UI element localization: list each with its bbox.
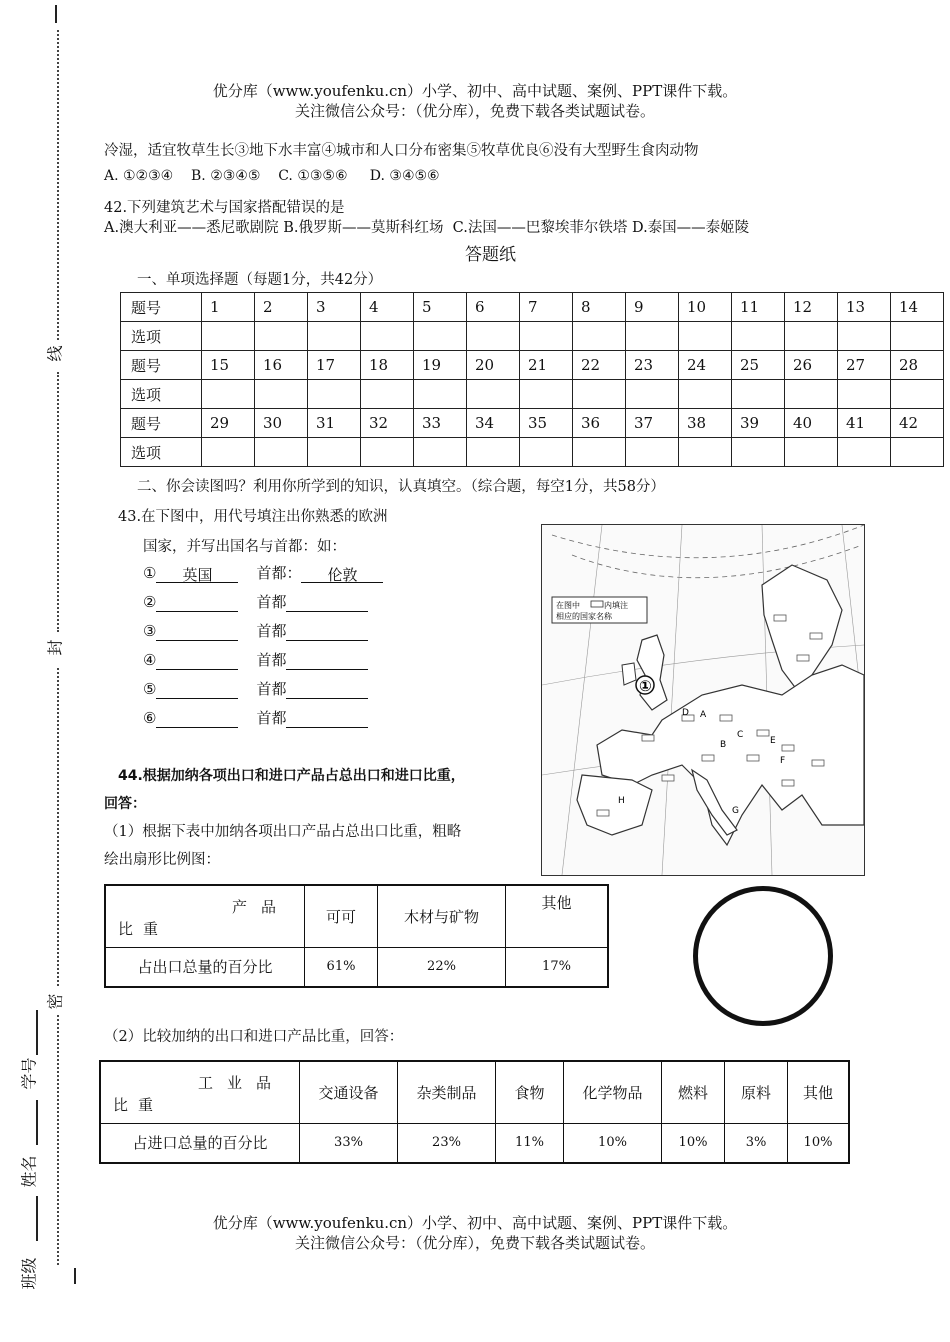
answer-cell[interactable] — [891, 322, 944, 351]
part2-title: 二、你会读图吗？利用你所学到的知识，认真填空。（综合题，每空1分，共58分） — [137, 479, 665, 495]
country-blank[interactable] — [156, 651, 238, 670]
question-number: 40 — [785, 409, 838, 438]
import-value: 11% — [496, 1123, 564, 1163]
q43-stem-1: 43.在下图中，用代号填注出你熟悉的欧洲 — [118, 509, 388, 525]
capital-label: 首都 — [256, 622, 287, 640]
export-col-header: 其他 — [506, 885, 609, 947]
question-number: 39 — [732, 409, 785, 438]
export-col-header: 木材与矿物 — [378, 885, 506, 947]
capital-blank[interactable]: 伦敦 — [301, 564, 383, 583]
q43-fill-row — [143, 707, 383, 736]
binding-dotted-line — [57, 668, 59, 986]
map-letter-a: A — [700, 710, 707, 720]
import-col-header: 食物 — [496, 1061, 564, 1123]
q44-stem-1: 44.根据加纳各项出口和进口产品占总出口和进口比重， — [118, 768, 465, 784]
import-col-header: 燃料 — [662, 1061, 725, 1123]
map-note-3: 相应的国家名称 — [556, 612, 612, 621]
binding-label-feng: 封 — [45, 639, 65, 656]
export-value: 61% — [305, 947, 378, 987]
import-value: 10% — [662, 1123, 725, 1163]
import-row-label: 占进口总量的百分比 — [100, 1123, 300, 1163]
q43-fill-row — [143, 620, 383, 649]
answer-cell[interactable] — [414, 438, 467, 467]
map-note-1: 在图中 — [556, 601, 580, 610]
map-letter-b: B — [720, 740, 727, 750]
binding-label-mi: 密 — [45, 993, 65, 1010]
answer-cell[interactable] — [732, 438, 785, 467]
part1-title: 一、单项选择题（每题1分，共42分） — [137, 272, 383, 288]
answer-cell[interactable] — [785, 322, 838, 351]
question-number: 18 — [361, 351, 414, 380]
capital-label: 首都： — [256, 564, 302, 582]
q42-stem: 42.下列建筑艺术与国家搭配错误的是 — [104, 200, 345, 216]
import-value: 23% — [398, 1123, 496, 1163]
q43-item-number: ② — [143, 593, 157, 611]
question-number: 20 — [467, 351, 520, 380]
answer-cell[interactable] — [679, 438, 732, 467]
question-number: 1 — [202, 293, 255, 322]
q43-fill-row — [143, 591, 383, 620]
export-table-corner — [105, 885, 305, 947]
import-value: 10% — [564, 1123, 662, 1163]
question-number: 16 — [255, 351, 308, 380]
capital-label: 首都 — [256, 680, 287, 698]
import-col-header: 其他 — [788, 1061, 850, 1123]
capital-blank[interactable] — [286, 709, 368, 728]
answer-cell[interactable] — [679, 380, 732, 409]
import-col-header: 化学物品 — [564, 1061, 662, 1123]
answer-cell[interactable] — [202, 322, 255, 351]
map-letter-e: E — [770, 736, 776, 746]
binding-dotted-line — [57, 30, 59, 340]
answer-cell[interactable] — [520, 438, 573, 467]
europe-map — [541, 524, 865, 876]
q43-item-number: ③ — [143, 622, 157, 640]
map-letter-f: F — [780, 756, 786, 766]
class-label: 班级 — [19, 1257, 39, 1290]
export-col-header: 可可 — [305, 885, 378, 947]
import-col-header: 交通设备 — [300, 1061, 398, 1123]
q44-sub1-line2: 绘出扇形比例图： — [104, 852, 220, 868]
question-number: 4 — [361, 293, 414, 322]
answer-cell[interactable] — [891, 438, 944, 467]
answer-cell[interactable] — [361, 380, 414, 409]
question-number: 22 — [573, 351, 626, 380]
answer-cell[interactable] — [626, 438, 679, 467]
map-letter-g: G — [732, 806, 739, 816]
question-number: 27 — [838, 351, 891, 380]
answer-cell[interactable] — [255, 438, 308, 467]
export-value: 22% — [378, 947, 506, 987]
import-col-header: 原料 — [725, 1061, 788, 1123]
answer-cell[interactable] — [891, 380, 944, 409]
q43-fill-list — [143, 562, 383, 736]
answer-cell[interactable] — [573, 438, 626, 467]
question-number: 26 — [785, 351, 838, 380]
question-number: 31 — [308, 409, 361, 438]
student-id-label: 学号 — [19, 1057, 39, 1090]
map-marker: ① — [639, 677, 652, 695]
name-label: 姓名 — [19, 1155, 39, 1188]
q43-fill-row — [143, 649, 383, 678]
question-number: 38 — [679, 409, 732, 438]
europe-map-svg — [542, 525, 864, 875]
header-line-1: 优分库（www.youfenku.cn）小学、初中、高中试题、案例、PPT课件下载。 — [212, 82, 738, 100]
answer-cell[interactable] — [414, 322, 467, 351]
import-corner-bottom: 比重 — [113, 1095, 164, 1114]
question-number: 25 — [732, 351, 785, 380]
map-letter-d: D — [682, 708, 689, 718]
import-corner-top: 工业品 — [197, 1074, 285, 1092]
question-number: 23 — [626, 351, 679, 380]
answer-row-label-option: 选项 — [121, 380, 202, 409]
answer-cell[interactable] — [785, 438, 838, 467]
answer-cell[interactable] — [785, 380, 838, 409]
answer-cell[interactable] — [626, 322, 679, 351]
import-value: 10% — [788, 1123, 850, 1163]
answer-row-label-option: 选项 — [121, 322, 202, 351]
q43-fill-row — [143, 562, 383, 591]
country-blank[interactable] — [156, 622, 238, 641]
answer-cell[interactable] — [255, 380, 308, 409]
sheet-title: 答题纸 — [465, 245, 516, 265]
question-number: 33 — [414, 409, 467, 438]
map-note-2: 内填注 — [604, 601, 628, 610]
name-line — [36, 1100, 38, 1145]
answer-table — [120, 292, 944, 467]
answer-cell[interactable] — [467, 438, 520, 467]
answer-cell[interactable] — [308, 438, 361, 467]
answer-cell[interactable] — [361, 322, 414, 351]
question-number: 7 — [520, 293, 573, 322]
header-line-2: 关注微信公众号：（优分库），免费下载各类试题试卷。 — [294, 102, 655, 120]
import-value: 33% — [300, 1123, 398, 1163]
answer-cell[interactable] — [838, 380, 891, 409]
q43-item-number: ① — [143, 564, 157, 582]
capital-label: 首都 — [256, 593, 287, 611]
question-number: 29 — [202, 409, 255, 438]
question-number: 11 — [732, 293, 785, 322]
answer-cell[interactable] — [467, 322, 520, 351]
question-number: 21 — [520, 351, 573, 380]
question-number: 28 — [891, 351, 944, 380]
answer-cell[interactable] — [679, 322, 732, 351]
country-blank[interactable] — [156, 593, 238, 612]
binding-dash — [74, 1268, 76, 1284]
q43-fill-row — [143, 678, 383, 707]
q41-options: A. ①②③④ B. ②③④⑤ C. ①③⑤⑥ D. ③④⑤⑥ — [104, 168, 440, 184]
answer-cell[interactable] — [626, 380, 679, 409]
country-blank[interactable]: 英国 — [156, 564, 238, 583]
question-number: 15 — [202, 351, 255, 380]
answer-row-label-question: 题号 — [121, 409, 202, 438]
question-number: 42 — [891, 409, 944, 438]
answer-cell[interactable] — [361, 438, 414, 467]
import-value: 3% — [725, 1123, 788, 1163]
answer-row-label-question: 题号 — [121, 351, 202, 380]
q44-stem-2: 回答： — [104, 796, 146, 812]
q42-options: A.澳大利亚——悉尼歌剧院 B.俄罗斯——莫斯科红场 C.法国——巴黎埃菲尔铁塔 D.泰国——泰姬陵 — [104, 220, 750, 236]
answer-cell[interactable] — [414, 380, 467, 409]
question-number: 34 — [467, 409, 520, 438]
question-number: 3 — [308, 293, 361, 322]
question-number: 35 — [520, 409, 573, 438]
export-row-label: 占出口总量的百分比 — [105, 947, 305, 987]
binding-dash — [55, 5, 57, 23]
question-number: 30 — [255, 409, 308, 438]
import-table-corner — [100, 1061, 300, 1123]
import-col-header: 杂类制品 — [398, 1061, 496, 1123]
answer-cell[interactable] — [308, 380, 361, 409]
country-blank[interactable] — [156, 680, 238, 699]
question-number: 19 — [414, 351, 467, 380]
export-corner-bottom: 比重 — [118, 919, 169, 938]
question-number: 12 — [785, 293, 838, 322]
student-id-line — [36, 1010, 38, 1055]
answer-cell[interactable] — [308, 322, 361, 351]
q41-text: 冷湿，适宜牧草生长③地下水丰富④城市和人口分布密集⑤牧草优良⑥没有大型野生食肉动物 — [104, 143, 699, 159]
binding-label-xian: 线 — [45, 345, 65, 362]
question-number: 10 — [679, 293, 732, 322]
answer-cell[interactable] — [573, 322, 626, 351]
q43-stem-2: 国家，并写出国名与首都：如： — [143, 539, 346, 555]
export-table — [104, 884, 609, 988]
question-number: 6 — [467, 293, 520, 322]
question-number: 2 — [255, 293, 308, 322]
map-letter-c: C — [737, 730, 744, 740]
capital-blank[interactable] — [286, 680, 368, 699]
question-number: 37 — [626, 409, 679, 438]
answer-cell[interactable] — [520, 322, 573, 351]
answer-row-label-option: 选项 — [121, 438, 202, 467]
footer-line-1: 优分库（www.youfenku.cn）小学、初中、高中试题、案例、PPT课件下载。 — [212, 1214, 738, 1232]
question-number: 36 — [573, 409, 626, 438]
question-number: 24 — [679, 351, 732, 380]
footer-line-2: 关注微信公众号：（优分库），免费下载各类试题试卷。 — [294, 1234, 655, 1252]
answer-cell[interactable] — [838, 322, 891, 351]
binding-dotted-line — [57, 372, 59, 632]
export-value: 17% — [506, 947, 609, 987]
question-number: 5 — [414, 293, 467, 322]
q44-sub2: （2）比较加纳的出口和进口产品比重，回答： — [104, 1029, 404, 1045]
answer-row-label-question: 题号 — [121, 293, 202, 322]
answer-cell[interactable] — [838, 438, 891, 467]
question-number: 9 — [626, 293, 679, 322]
question-number: 13 — [838, 293, 891, 322]
question-number: 17 — [308, 351, 361, 380]
q44-sub1-line1: （1）根据下表中加纳各项出口产品占总出口比重，粗略 — [104, 824, 462, 840]
capital-label: 首都 — [256, 651, 287, 669]
answer-cell[interactable] — [255, 322, 308, 351]
country-blank[interactable] — [156, 709, 238, 728]
import-table — [99, 1060, 850, 1164]
answer-cell[interactable] — [732, 322, 785, 351]
map-letter-h: H — [618, 796, 625, 806]
answer-cell[interactable] — [573, 380, 626, 409]
question-number: 8 — [573, 293, 626, 322]
capital-label: 首都 — [256, 709, 287, 727]
pie-chart-circle[interactable] — [693, 886, 833, 1026]
answer-cell[interactable] — [732, 380, 785, 409]
capital-blank[interactable] — [286, 593, 368, 612]
answer-cell[interactable] — [202, 438, 255, 467]
export-corner-top: 产品 — [231, 898, 290, 916]
answer-cell[interactable] — [202, 380, 255, 409]
answer-cell[interactable] — [520, 380, 573, 409]
q43-item-number: ④ — [143, 651, 157, 669]
capital-blank[interactable] — [286, 651, 368, 670]
question-number: 14 — [891, 293, 944, 322]
q43-item-number: ⑤ — [143, 680, 157, 698]
question-number: 32 — [361, 409, 414, 438]
question-number: 41 — [838, 409, 891, 438]
capital-blank[interactable] — [286, 622, 368, 641]
q43-item-number: ⑥ — [143, 709, 157, 727]
answer-cell[interactable] — [467, 380, 520, 409]
